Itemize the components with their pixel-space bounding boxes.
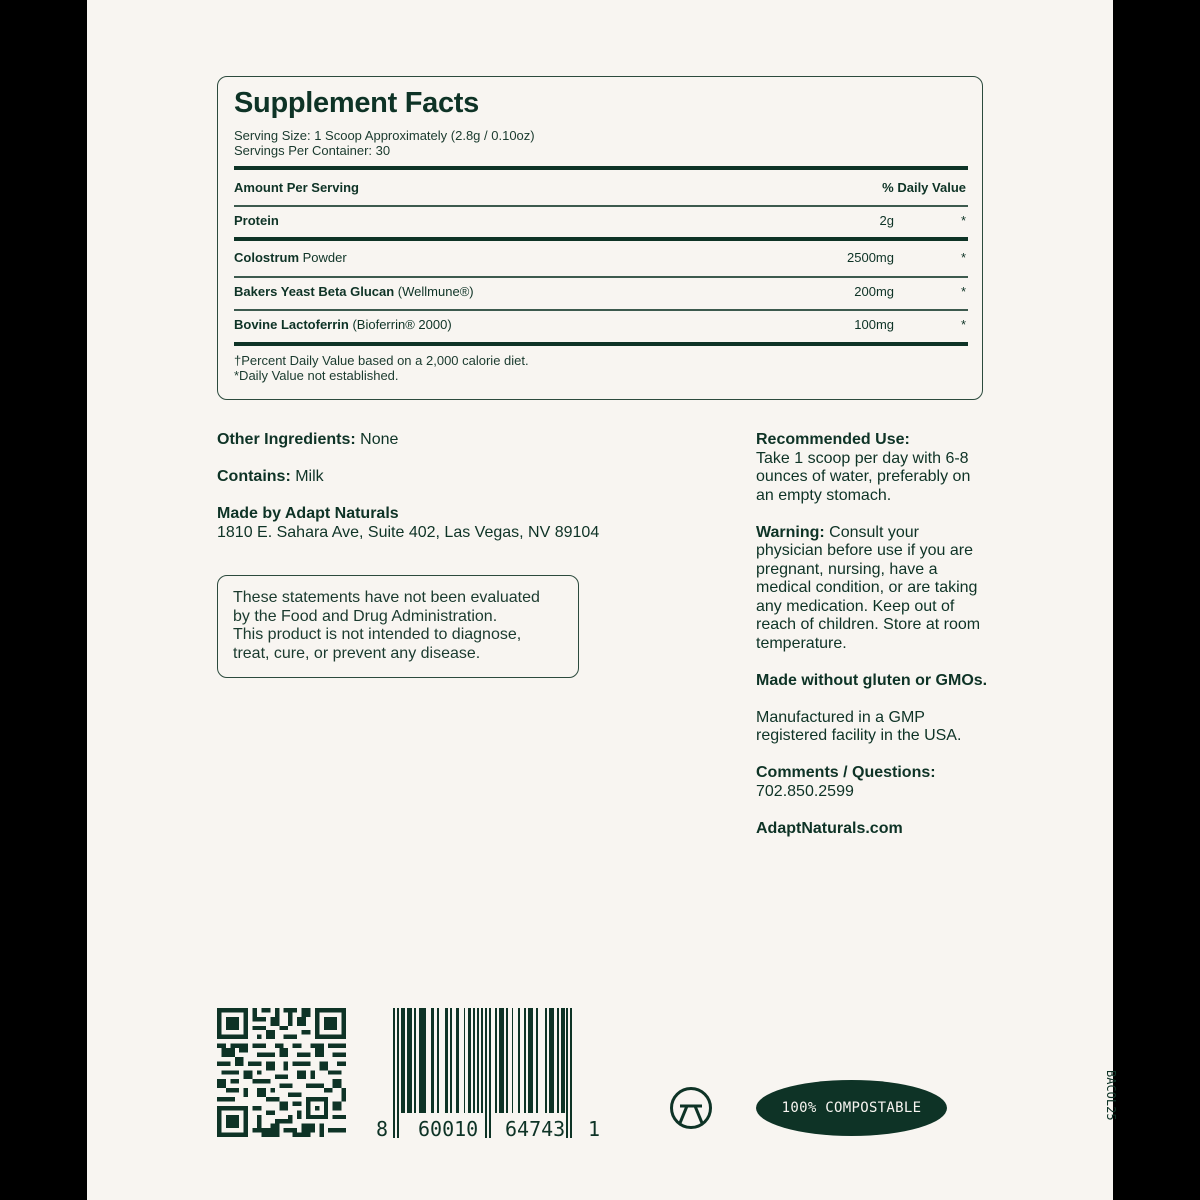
made-by-label: Made by Adapt Naturals [217,505,399,522]
daily-value-label: % Daily Value [882,179,966,195]
warning-text: Consult your [824,523,919,541]
facts-title: Supplement Facts [234,87,479,119]
recommended-text: ounces of water, preferably on [756,468,971,485]
website-link: AdaptNaturals.com [756,819,903,837]
qr-code [217,1008,346,1137]
gluten-gmo-free [756,672,1006,691]
warning-text: any medication. Keep out of [756,597,955,615]
nutrient-amount: 2g [879,212,894,228]
contains-label: Contains: [217,468,291,485]
manufacturer [217,505,637,542]
disclaimer-line: These statements have not been evaluated [233,589,540,606]
address: 1810 E. Sahara Ave, Suite 402, Las Vegas, NV 89104 [217,523,600,541]
nutrient-dv: * [960,316,966,332]
servings-per-container: Servings Per Container: 30 [234,142,391,158]
recommended-use-label: Recommended Use: [756,431,910,448]
nutrient-dv: * [960,283,966,299]
nutrient-amount: 2500mg [847,249,894,265]
divider-thick [234,166,968,170]
nutrient-row [234,314,968,334]
warning-label: Warning: [756,523,825,541]
supplement-facts-panel [217,76,983,400]
contact [756,764,1006,801]
recommended-use [756,431,1006,505]
footnote-not-established: *Daily Value not established. [234,367,399,383]
gluten-gmo-text: Made without gluten or GMOs. [756,671,988,689]
barcode-digits-right: 64743 [505,1117,566,1141]
comments-label: Comments / Questions: [756,764,936,781]
disclaimer-line: This product is not intended to diagnose, [233,626,522,643]
nutrient-row [234,281,968,301]
barcode-digit-first: 8 [376,1117,389,1141]
other-ingredients-label: Other Ingredients: [217,431,356,448]
nutrient-name: Bovine Lactoferrin [234,316,349,332]
compostable-badge: 100% COMPOSTABLE [756,1080,947,1136]
warning [756,524,1006,654]
nutrient-detail: Powder [299,249,347,265]
footnote-daily-value: †Percent Daily Value based on a 2,000 calorie diet. [234,353,529,368]
divider [234,276,968,278]
other-ingredients-value: None [355,431,399,448]
label-page [87,0,1118,1200]
contains-value: Milk [290,468,324,485]
nutrient-amount: 200mg [854,283,894,299]
nutrient-row [234,247,968,267]
warning-text: temperature. [756,634,847,652]
other-ingredients [217,431,637,450]
nutrient-amount: 100mg [854,316,894,332]
warning-text: physician before use if you are [756,542,974,559]
warning-text: reach of children. Store at room [756,616,981,633]
gmp-text: registered facility in the USA. [756,727,962,744]
gmp-facility [756,709,1006,746]
facts-footnotes [234,354,529,383]
phone-number: 702.850.2599 [756,782,854,800]
warning-text: medical condition, or are taking [756,579,978,596]
barcode-digits-left: 60010 [418,1117,479,1141]
serving-info [234,129,535,158]
divider-thick [234,237,968,241]
recommended-text: an empty stomach. [756,486,892,504]
gmp-text: Manufactured in a GMP [756,708,925,726]
nutrient-detail: (Bioferrin® 2000) [348,316,452,332]
nutrient-name: Colostrum [234,249,299,265]
barcode [373,1008,603,1143]
lot-code: BACOL25 [1104,1070,1118,1121]
nutrient-detail: (Wellmune®) [394,283,474,299]
nutrient-name: Bakers Yeast Beta Glucan [234,283,395,299]
ingredients-info [217,431,637,561]
serving-size: Serving Size: 1 Scoop Approximately (2.8g / 0.10oz) [234,128,535,143]
website [756,820,1006,839]
warning-text: pregnant, nursing, have a [756,560,938,578]
nutrient-dv: * [960,212,966,228]
recommended-text: Take 1 scoop per day with 6-8 [756,449,969,467]
divider-thick [234,342,968,346]
facts-header-row [234,177,968,197]
amount-per-serving-label: Amount Per Serving [234,179,359,195]
divider [234,309,968,311]
barcode-digit-last: 1 [588,1117,601,1141]
disclaimer-line: by the Food and Drug Administration. [233,607,498,625]
nutrient-row [234,210,968,230]
disclaimer-line: treat, cure, or prevent any disease. [233,644,481,662]
contains [217,468,637,487]
nutrient-dv: * [960,249,966,265]
nutrient-name: Protein [234,212,279,228]
fda-disclaimer [217,575,579,678]
divider [234,205,968,207]
brand-logo-icon [669,1086,713,1130]
usage-info [756,431,1006,857]
